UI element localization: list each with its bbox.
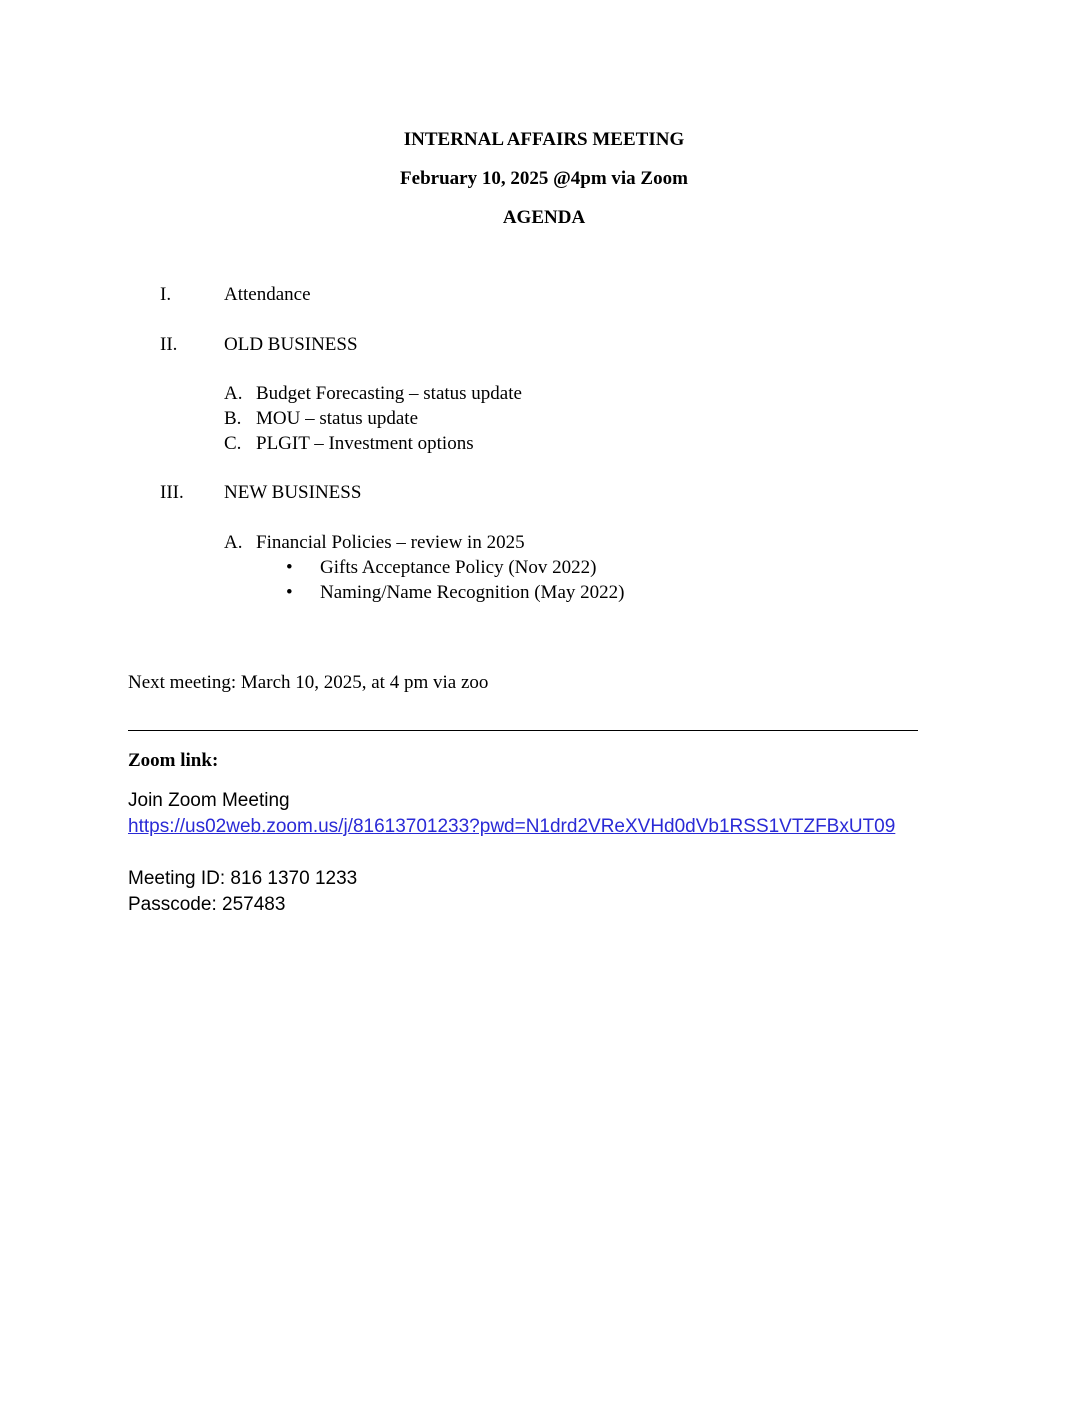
old-item-budget: Budget Forecasting – status update xyxy=(256,383,522,404)
new-item-financial-policies: Financial Policies – review in 2025 xyxy=(256,532,525,553)
meeting-date: February 10, 2025 @4pm via Zoom xyxy=(400,168,688,189)
old-item-letter-a: A. xyxy=(224,383,243,404)
join-zoom-text: Join Zoom Meeting xyxy=(128,790,290,811)
bullet-icon: • xyxy=(286,557,293,578)
bullet-icon: • xyxy=(286,582,293,603)
old-item-plgit: PLGIT – Investment options xyxy=(256,433,474,454)
meeting-title: INTERNAL AFFAIRS MEETING xyxy=(403,129,685,150)
section-old-business: OLD BUSINESS xyxy=(224,334,358,355)
old-item-letter-c: C. xyxy=(224,433,242,454)
agenda-heading: AGENDA xyxy=(502,207,586,228)
section-attendance: Attendance xyxy=(224,284,311,305)
next-meeting: Next meeting: March 10, 2025, at 4 pm via zoo xyxy=(128,672,489,693)
section-numeral-2: II. xyxy=(160,334,178,355)
section-numeral-3: III. xyxy=(160,482,184,503)
zoom-meeting-link[interactable]: https://us02web.zoom.us/j/81613701233?pwd=N1drd2VReXVHd0dVb1RSS1VTZFBxUT09 xyxy=(128,816,896,837)
section-new-business: NEW BUSINESS xyxy=(224,482,362,503)
divider xyxy=(128,730,918,731)
bullet-naming-policy: Naming/Name Recognition (May 2022) xyxy=(320,582,625,603)
new-item-letter-a: A. xyxy=(224,532,243,553)
bullet-gifts-policy: Gifts Acceptance Policy (Nov 2022) xyxy=(320,557,597,578)
old-item-mou: MOU – status update xyxy=(256,408,419,429)
zoom-link-label: Zoom link: xyxy=(128,750,219,771)
meeting-id: Meeting ID: 816 1370 1233 xyxy=(128,868,358,889)
passcode: Passcode: 257483 xyxy=(128,894,286,915)
section-numeral-1: I. xyxy=(160,284,172,305)
old-item-letter-b: B. xyxy=(224,408,242,429)
